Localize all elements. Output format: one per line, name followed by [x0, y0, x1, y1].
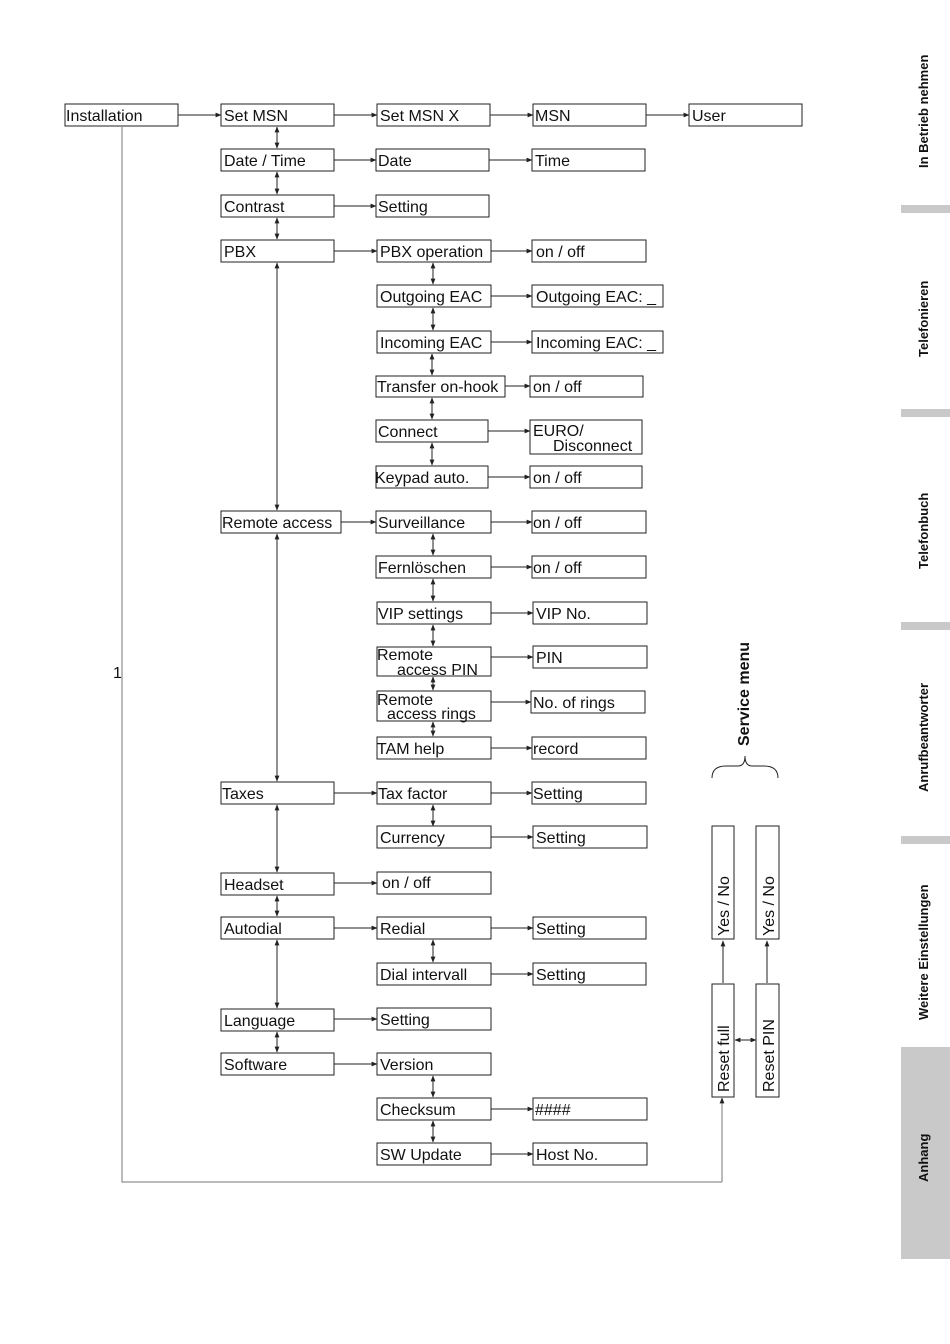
root-marker: 1 — [113, 665, 122, 682]
label-vip-settings: VIP settings — [378, 606, 464, 623]
label-redial: Redial — [380, 921, 426, 938]
label-dial-intervall: Dial intervall — [380, 967, 468, 984]
label-reset-full: Reset full — [716, 1025, 733, 1092]
label-keypad-auto: Keypad auto. — [375, 470, 470, 487]
label-yes-no-1: Yes / No — [716, 876, 733, 936]
tab-separator — [901, 409, 950, 417]
label-connect: Connect — [378, 424, 438, 441]
tab-anhang[interactable]: Anhang — [916, 1133, 931, 1182]
label-date: Date — [378, 153, 412, 170]
label-taxes: Taxes — [222, 786, 264, 803]
label-tam-help: TAM help — [377, 741, 445, 758]
label-pin: PIN — [536, 650, 563, 667]
label-fernloeschen: Fernlöschen — [378, 560, 467, 577]
label-keypad-auto-value: on / off — [533, 470, 582, 487]
tab-separator — [901, 205, 950, 213]
tab-telefonieren[interactable]: Telefonieren — [916, 280, 931, 357]
label-remote-access: Remote access — [222, 515, 333, 532]
label-remote-access-rings-1: Remote — [377, 692, 434, 709]
label-pbx-operation: PBX operation — [380, 244, 484, 261]
tab-separator — [901, 622, 950, 630]
label-transfer-on-hook-value: on / off — [533, 379, 582, 396]
label-msn: MSN — [535, 108, 571, 125]
tab-separator — [901, 836, 950, 844]
service-menu-title: Service menu — [736, 641, 753, 746]
label-reset-pin: Reset PIN — [761, 1019, 778, 1092]
label-incoming-eac-value: Incoming EAC: _ — [536, 335, 657, 352]
label-checksum: Checksum — [380, 1102, 456, 1119]
label-redial-setting: Setting — [536, 921, 586, 938]
side-tab-bar — [901, 55, 950, 1259]
label-remote-access-pin-1: Remote — [377, 647, 434, 664]
label-tax-factor: Tax factor — [378, 786, 448, 803]
label-tax-factor-setting: Setting — [533, 786, 583, 803]
tab-telefonbuch[interactable]: Telefonbuch — [916, 492, 931, 569]
label-surveillance-value: on / off — [533, 515, 582, 532]
label-transfer-on-hook: Transfer on-hook — [377, 379, 499, 396]
label-set-msn-x: Set MSN X — [380, 108, 460, 125]
tab-weitere-einstellungen[interactable]: Weitere Einstellungen — [916, 884, 931, 1020]
label-vip-no: VIP No. — [536, 606, 591, 623]
tab-anrufbeantworter[interactable]: Anrufbeantworter — [916, 682, 931, 792]
label-autodial: Autodial — [224, 921, 282, 938]
label-record: record — [533, 741, 579, 758]
label-contrast: Contrast — [224, 199, 285, 216]
label-surveillance: Surveillance — [378, 515, 466, 532]
label-outgoing-eac: Outgoing EAC — [380, 289, 483, 306]
label-fernloeschen-value: on / off — [533, 560, 582, 577]
label-remote-access-pin-2: access PIN — [397, 662, 478, 679]
service-menu — [712, 642, 779, 1097]
label-sw-update: SW Update — [380, 1147, 462, 1164]
label-set-msn: Set MSN — [224, 108, 289, 125]
label-language-setting: Setting — [380, 1012, 430, 1029]
label-currency-setting: Setting — [536, 830, 586, 847]
label-outgoing-eac-value: Outgoing EAC: _ — [536, 289, 657, 306]
label-connect-value-1: EURO/ — [533, 423, 584, 440]
label-contrast-setting: Setting — [378, 199, 428, 216]
label-installation: Installation — [66, 108, 143, 125]
label-time: Time — [535, 153, 570, 170]
label-host-no: Host No. — [536, 1147, 599, 1164]
label-headset: Headset — [224, 877, 284, 894]
label-language: Language — [224, 1013, 296, 1030]
label-date-time: Date / Time — [224, 153, 306, 170]
label-incoming-eac: Incoming EAC — [380, 335, 483, 352]
label-pbx-operation-value: on / off — [536, 244, 585, 261]
label-connect-value-2: Disconnect — [553, 438, 633, 455]
label-headset-value: on / off — [382, 875, 431, 892]
label-software: Software — [224, 1057, 288, 1074]
label-pbx: PBX — [224, 244, 257, 261]
tab-in-betrieb-nehmen[interactable]: In Betrieb nehmen — [916, 54, 931, 168]
label-dial-intervall-setting: Setting — [536, 967, 586, 984]
label-user: User — [692, 108, 726, 125]
label-remote-access-rings-2: access rings — [387, 706, 476, 723]
label-no-of-rings: No. of rings — [533, 695, 615, 712]
label-currency: Currency — [380, 830, 445, 847]
label-yes-no-2: Yes / No — [761, 876, 778, 936]
label-version: Version — [380, 1057, 434, 1074]
label-checksum-value: #### — [535, 1102, 571, 1119]
